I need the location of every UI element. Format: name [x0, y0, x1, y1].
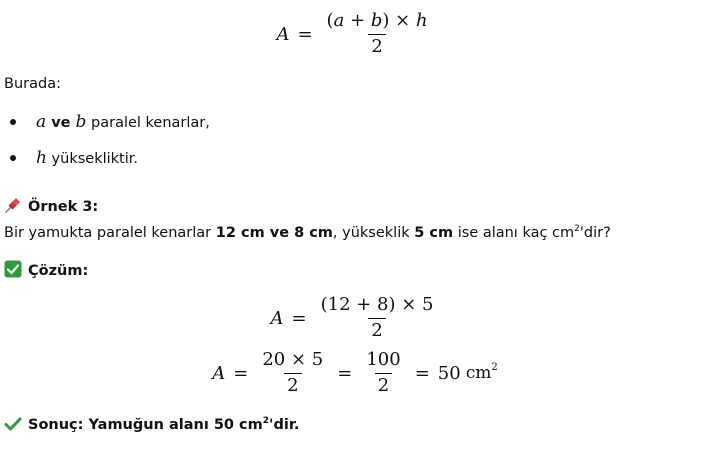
var-b: b	[75, 112, 87, 132]
plus-sign: +	[344, 10, 371, 31]
eq2-equals: =	[414, 362, 430, 384]
question-text: Bir yamukta paralel kenarlar	[4, 225, 216, 241]
result-superscript: 2	[262, 416, 270, 426]
var-a: a	[333, 10, 345, 31]
question-text: ise alanı kaç cm	[453, 225, 575, 241]
eq1-fraction	[318, 296, 437, 341]
solution-title: Çözüm:	[28, 263, 89, 279]
eq1-equals: =	[291, 307, 307, 329]
eq2-frac1-denominator: 2	[284, 373, 301, 396]
times-sign: ×	[389, 10, 416, 31]
result-suffix: 'dir.	[269, 417, 300, 433]
unit-cm: cm	[465, 363, 492, 384]
solution-heading	[4, 260, 88, 282]
question-bold-height: 5 cm	[414, 225, 454, 241]
formula-fraction	[324, 12, 431, 57]
question-text: , yükseklik	[332, 225, 415, 241]
formula-lhs: A	[276, 23, 290, 45]
checkmark-icon	[4, 416, 22, 436]
bullet-dot	[10, 119, 16, 125]
var-b: b	[370, 10, 383, 31]
connector-ve: ve	[46, 115, 76, 131]
intro-text: Burada:	[4, 76, 61, 92]
eq2-equals: =	[233, 362, 249, 384]
result-line	[4, 416, 299, 436]
solution-equation-2	[0, 351, 710, 396]
eq2-fraction-2	[363, 351, 403, 396]
eq2-frac1-numerator: 20 × 5	[262, 349, 324, 370]
var-h: h	[36, 148, 47, 168]
list-item	[36, 148, 138, 168]
eq1-numerator: (12 + 8) × 5	[320, 294, 434, 315]
paren-close: )	[382, 10, 390, 31]
eq2-unit	[466, 363, 498, 383]
solution-equation-1	[0, 296, 710, 341]
eq1-denominator: 2	[368, 318, 385, 341]
var-a: a	[36, 112, 47, 132]
formula-denominator: 2	[368, 34, 385, 57]
bullet-text: yüksekliktir.	[46, 151, 139, 167]
superscript: 2	[574, 224, 580, 234]
example-title: Örnek 3:	[28, 199, 99, 215]
check-box-icon	[4, 260, 22, 282]
example-question	[4, 225, 611, 241]
paren-open: (	[326, 10, 334, 31]
eq2-fraction-1	[259, 351, 326, 396]
var-h: h	[415, 10, 428, 31]
eq2-frac2-numerator: 100	[366, 349, 401, 370]
unit-superscript: 2	[491, 362, 498, 374]
result-text	[28, 417, 299, 433]
formula-equals: =	[297, 23, 313, 45]
eq2-lhs: A	[212, 362, 226, 384]
eq2-result: 50	[437, 362, 461, 384]
question-bold-sides: 12 cm ve 8 cm	[215, 225, 333, 241]
example-heading	[4, 196, 98, 218]
question-text: 'dir?	[579, 225, 611, 241]
bullet-text: paralel kenarlar,	[86, 115, 210, 131]
trapezoid-area-formula	[0, 12, 710, 57]
result-main: Sonuç: Yamuğun alanı 50 cm	[28, 417, 263, 433]
bullet-dot	[10, 155, 16, 161]
eq1-lhs: A	[270, 307, 284, 329]
formula-numerator	[324, 12, 431, 34]
pushpin-icon	[4, 196, 22, 218]
list-item	[36, 112, 210, 132]
eq2-frac2-denominator: 2	[375, 373, 392, 396]
eq2-equals: =	[337, 362, 353, 384]
